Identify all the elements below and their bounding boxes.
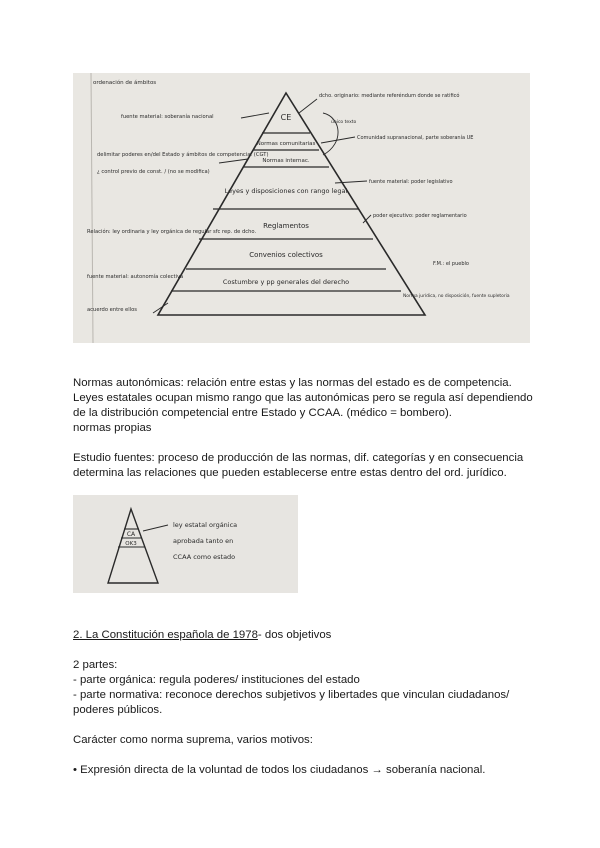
paragraph-2-line-1: Estudio fuentes: proceso de producción de las normas, dif. categorías y en consecuencia bbox=[73, 452, 524, 464]
left-note-1: fuente material: soberanía nacional bbox=[121, 114, 214, 120]
level-label-comunitarias: Normas comunitarias bbox=[256, 141, 316, 147]
paragraph-1-line-4: normas propias bbox=[73, 422, 152, 434]
right-note-2: Comunidad supranacional, parte soberanía UE bbox=[357, 135, 474, 141]
apex-note: único texto bbox=[331, 120, 357, 125]
paragraph-1-line-3: de la distribución competencial entre Estado y CCAA. (médico = bombero). bbox=[73, 407, 452, 419]
part-normativa-line-1: - parte normativa: reconoce derechos subjetivos y libertades que vinculan ciudadanos/ bbox=[73, 689, 510, 701]
paragraph-2-line-2: determina las relaciones que pueden establecerse entre estas dentro del ord. jurídico. bbox=[73, 467, 507, 479]
bullet-soberania: • Expresión directa de la voluntad de todos los ciudadanos → soberanía nacional. bbox=[73, 764, 486, 776]
right-note-3: fuente material: poder legislativo bbox=[369, 179, 453, 185]
right-note-5: F.M.: el pueblo bbox=[433, 261, 469, 267]
section-heading bbox=[73, 628, 543, 643]
apex-label: CE bbox=[280, 113, 292, 122]
right-note-1: dcho. originario: mediante referéndum donde se ratificó bbox=[319, 93, 460, 99]
section-heading-rest: - dos objetivos bbox=[257, 629, 332, 641]
left-note-6: acuerdo entre ellos bbox=[87, 307, 137, 313]
section-block bbox=[73, 628, 543, 778]
small-second-label: OK3 bbox=[125, 541, 137, 547]
right-note-6: Norma jurídica, no disposición, fuente supletoria bbox=[403, 294, 510, 299]
pyramid-photo bbox=[73, 73, 530, 343]
level-label-convenios: Convenios colectivos bbox=[249, 251, 323, 259]
section-heading-link[interactable]: 2. La Constitución española de 1978 bbox=[73, 629, 258, 641]
parts-title: 2 partes: bbox=[73, 659, 118, 671]
caracter-line: Carácter como norma suprema, varios motivos: bbox=[73, 734, 313, 746]
small-note-line-2: aprobada tanto en bbox=[173, 537, 234, 545]
part-organica: - parte orgánica: regula poderes/ instituciones del estado bbox=[73, 674, 360, 686]
paragraph-1-line-2: Leyes estatales ocupan mismo rango que las autonómicas pero se regula así dependiendo bbox=[73, 392, 533, 404]
level-label-costumbre: Costumbre y pp generales del derecho bbox=[222, 278, 350, 286]
pyramid-title: ordenación de ámbitos bbox=[93, 80, 157, 86]
left-note-2: delimitar poderes en/del Estado y ámbitos de competencia: (CGT) bbox=[97, 152, 269, 158]
left-note-5: fuente material: autonomía colectiva bbox=[87, 274, 184, 280]
small-pyramid-diagram bbox=[73, 495, 298, 593]
pyramid-diagram bbox=[73, 73, 530, 343]
level-label-leyes: Leyes y disposiciones con rango legal bbox=[224, 187, 348, 195]
small-pyramid-photo bbox=[73, 495, 298, 593]
part-normativa-line-2: poderes públicos. bbox=[73, 704, 163, 716]
left-note-3: ¿ control previo de const. / (no se modifica) bbox=[97, 169, 210, 175]
paragraph-1-line-1: Normas autonómicas: relación entre estas y las normas del estado es de competencia. bbox=[73, 377, 512, 389]
level-label-internacionales: Normas internac. bbox=[262, 158, 310, 164]
left-note-4: Relación: ley ordinaria y ley orgánica de regular sfc rep. de dcho. bbox=[87, 229, 257, 235]
small-note-line-3: CCAA como estado bbox=[173, 553, 236, 561]
level-label-reglamentos: Reglamentos bbox=[263, 222, 309, 230]
right-note-4: poder ejecutivo: poder reglamentario bbox=[373, 213, 467, 219]
small-top-label: CA bbox=[126, 531, 136, 538]
paragraphs-block bbox=[73, 376, 543, 481]
small-note-line-1: ley estatal orgánica bbox=[173, 521, 238, 529]
